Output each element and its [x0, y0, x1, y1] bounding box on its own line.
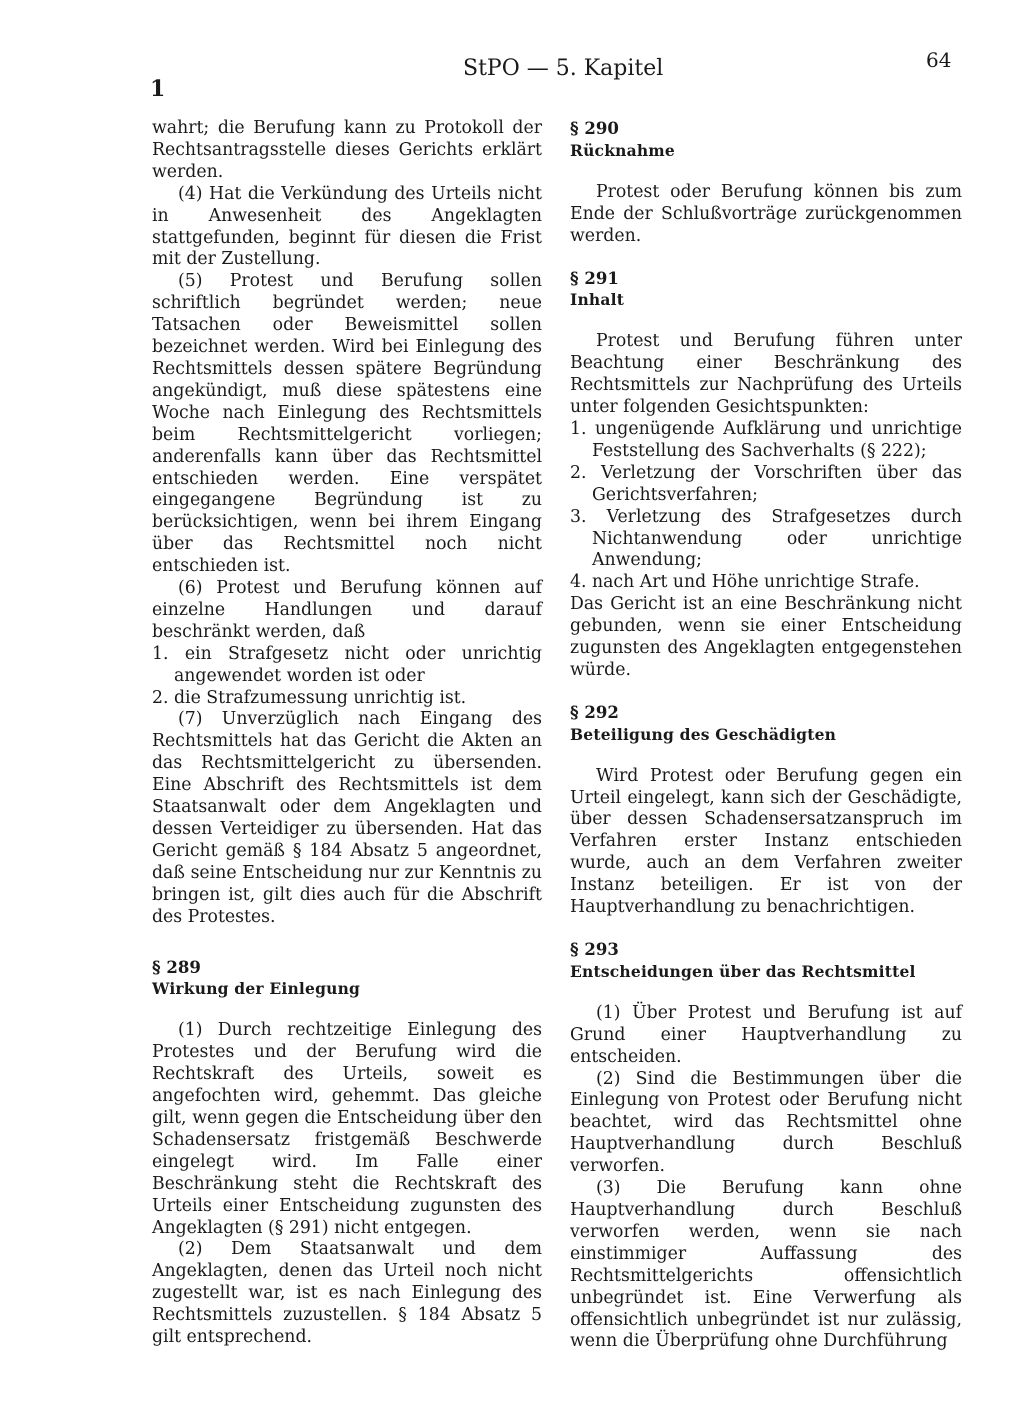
paragraph-291-closing: Das Gericht ist an eine Beschränkung nicht gebunden, wenn sie einer Entscheidung zugunsten des Angeklagten entgegenstehen würde.: [570, 594, 962, 680]
paragraph-293-1: (1) Über Protest und Berufung ist auf Grund einer Hauptverhandlung zu entscheiden.: [570, 1002, 962, 1067]
right-column: [570, 118, 962, 1353]
paragraph-290: Protest oder Berufung können bis zum Ende der Schlußvorträge zurückgenommen werden.: [570, 181, 962, 246]
section-293-number: § 293: [570, 940, 619, 959]
left-column: [152, 118, 542, 1349]
section-289-number: § 289: [152, 957, 201, 977]
paragraph-292: Wird Protest oder Berufung gegen ein Urteil eingelegt, kann sich der Geschädigte, über dessen Schadensersatzanspruch im Verfahren erster Instanz entschieden wurde, auch an dem Verfahren zweiter Instanz beteiligen. Er ist von der Hauptverhandlung zu benachrichtigen.: [570, 765, 962, 918]
section-290-number: § 290: [570, 119, 619, 138]
running-title: StPO — 5. Kapitel: [463, 56, 664, 81]
section-289-title: Wirkung der Einlegung: [152, 979, 361, 999]
page-header: [0, 48, 1024, 102]
section-293-title: Entscheidungen über das Rechtsmittel: [570, 961, 916, 981]
paragraph-291-intro: Protest und Berufung führen unter Beachtung einer Beschränkung des Rechtsmittels zur Nachprüfung des Urteils unter folgenden Gesichtspunkten:: [570, 331, 962, 418]
paragraph-289-1: (1) Durch rechtzeitige Einlegung des Protestes und der Berufung wird die Rechtskraft des Urteils, soweit es angefochten wird, gehemmt. Das gleiche gilt, wenn gegen die Entscheidung über den Schadensersatz fristgemäß Beschwerde eingelegt wird. Im Falle einer Beschränkung steht die Rechtskraft des Urteils einer Entscheidung zugunsten des Angeklagten (§ 291) nicht entgegen.: [152, 1020, 542, 1238]
paragraph-continuation: wahrt; die Berufung kann zu Protokoll der Rechtsantragsstelle dieses Gerichts erklärt werden.: [152, 118, 542, 182]
paragraph-289-2: (2) Dem Staatsanwalt und dem Angeklagten, denen das Urteil noch nicht zugestellt war, ist es nach Einlegung des Rechtsmittels zuzustellen. § 184 Absatz 5 gilt entsprechend.: [152, 1239, 542, 1348]
section-292-title: Beteiligung des Geschädigten: [570, 724, 837, 744]
section-290-title: Rücknahme: [570, 140, 675, 160]
list-item-291-1: 1. ungenügende Aufklärung und unrichtige Feststellung des Sachverhalts (§ 222);: [570, 418, 962, 461]
margin-mark: 1: [150, 76, 166, 102]
list-item-291-2: 2. Verletzung der Vorschriften über das Gerichtsverfahren;: [570, 462, 962, 505]
paragraph-293-3: (3) Die Berufung kann ohne Hauptverhandlung durch Beschluß verworfen werden, wenn sie nach einstimmiger Auffassung des Rechtsmittelgerichts offensichtlich unbegründet ist. Eine Verwerfung als offensichtlich unbegründet ist nur zulässig, wenn die Überprüfung ohne Durchführung: [570, 1178, 962, 1352]
paragraph-288-7: (7) Unverzüglich nach Eingang des Rechtsmittels hat das Gericht die Akten an das Rechtsmittelgericht zu übersenden. Eine Abschrift des Rechtsmittels ist dem Staatsanwalt oder dem Angeklagten und dessen Verteidiger zu übersenden. Hat das Gericht gemäß § 184 Absatz 5 angeordnet, daß seine Entscheidung nur zur Kenntnis zu bringen ist, gilt dies auch für die Abschrift des Protestes.: [152, 709, 542, 927]
section-291-number: § 291: [570, 268, 619, 288]
page-number: 64: [926, 48, 952, 72]
list-item-288-6-2: 2. die Strafzumessung unrichtig ist.: [152, 687, 467, 708]
list-item-291-3: 3. Verletzung des Strafgesetzes durch Nichtanwendung oder unrichtige Anwendung;: [570, 506, 962, 571]
paragraph-288-4: (4) Hat die Verkündung des Urteils nicht in Anwesenheit des Angeklagten stattgefunden, beginnt für diesen die Frist mit der Zustellung.: [152, 183, 542, 270]
section-292-number: § 292: [570, 702, 619, 722]
paragraph-288-5: (5) Protest und Berufung sollen schriftlich begründet werden; neue Tatsachen oder Beweismittel sollen bezeichnet werden. Wird bei Einlegung des Rechtsmittels dessen spätere Begründung angekündigt, muß diese spätestens eine Woche nach Einlegung des Rechtsmittels beim Rechtsmittelgericht vorliegen; anderenfalls kann über das Rechtsmittel entschieden werden. Eine verspätet eingegangene Begründung ist zu berücksichtigen, wenn bei ihrem Eingang über das Rechtsmittel noch nicht entschieden ist.: [152, 271, 542, 577]
section-291-title: Inhalt: [570, 290, 625, 310]
paragraph-288-6: (6) Protest und Berufung können auf einzelne Handlungen und darauf beschränkt werden, daß: [152, 578, 542, 642]
list-item-288-6-1: 1. ein Strafgesetz nicht oder unrichtig angewendet worden ist oder: [152, 643, 542, 686]
list-item-291-4: 4. nach Art und Höhe unrichtige Strafe.: [570, 572, 920, 593]
paragraph-293-2: (2) Sind die Bestimmungen über die Einlegung von Protest oder Berufung nicht beachtet, wird das Rechtsmittel ohne Hauptverhandlung durch Beschluß verworfen.: [570, 1068, 962, 1177]
